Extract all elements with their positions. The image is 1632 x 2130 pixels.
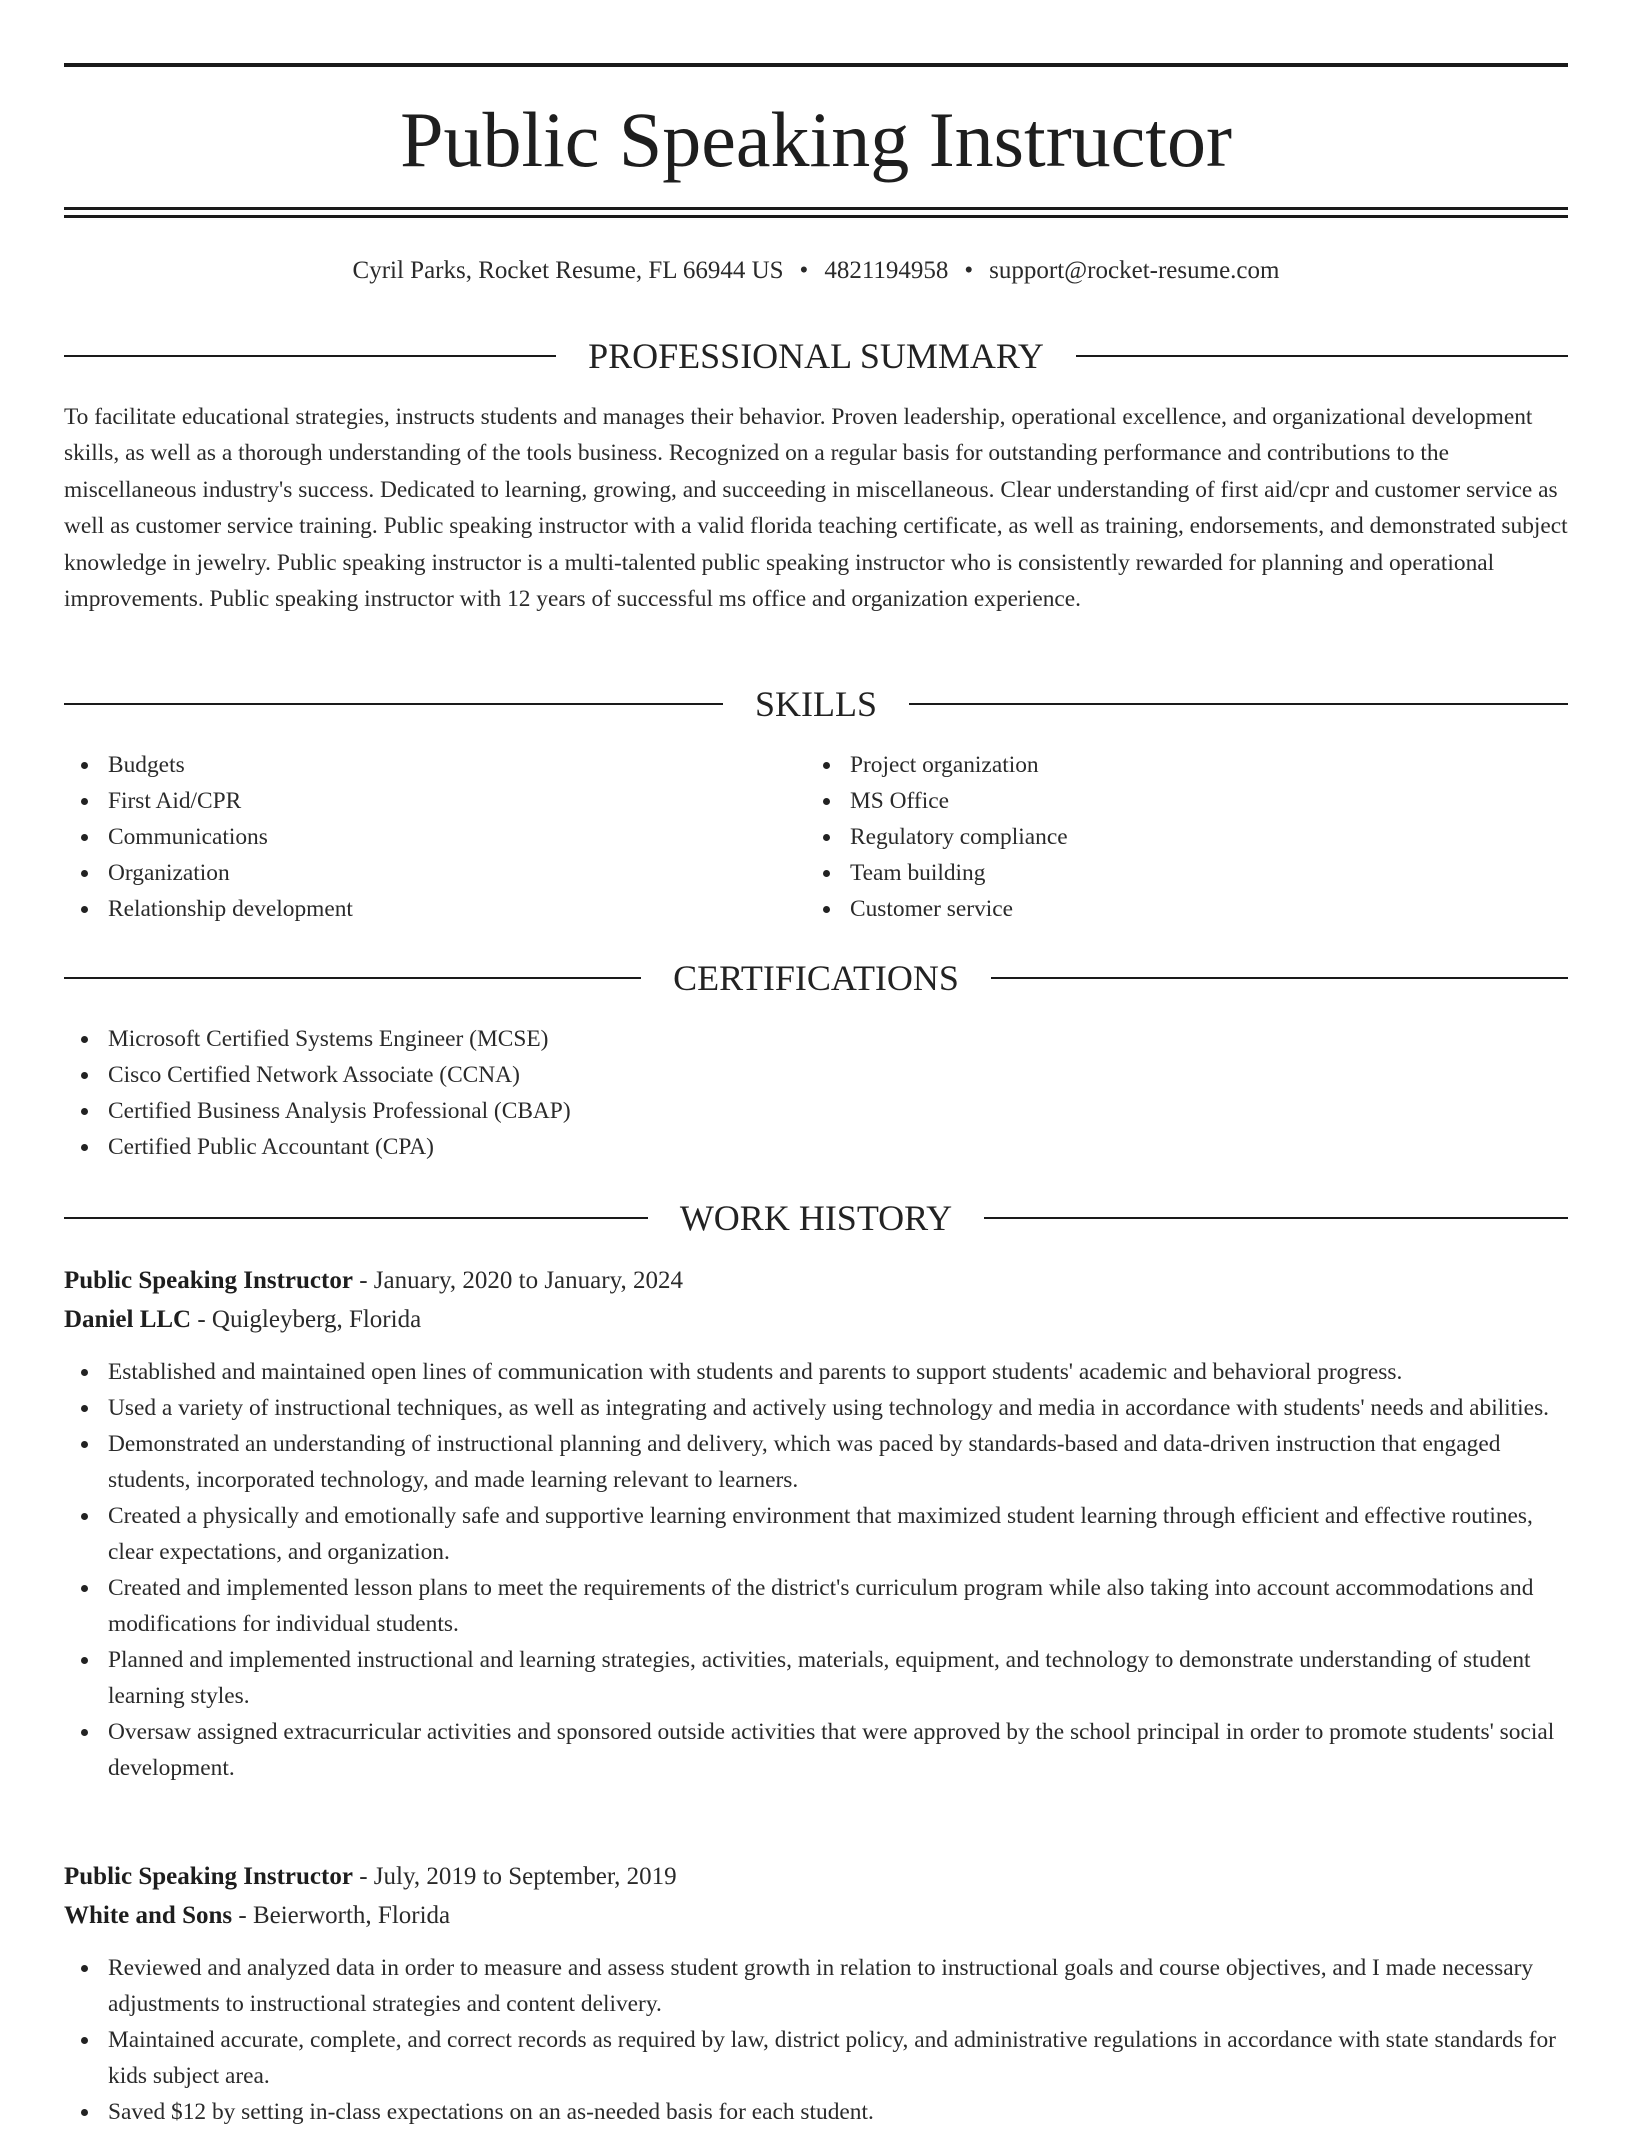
section-rule — [909, 703, 1568, 705]
job-dates: - July, 2019 to September, 2019 — [352, 1863, 677, 1890]
job-title: Public Speaking Instructor — [64, 1267, 353, 1294]
job-company: Daniel LLC — [64, 1306, 192, 1333]
job-location: - Beierworth, Florida — [232, 1902, 451, 1929]
section-rule — [64, 355, 556, 357]
title-rule-upper — [64, 207, 1568, 210]
list-item: Created a physically and emotionally safe and supportive learning environment that maximized student learning through efficient and effective routines, clear expectations, and organization. — [64, 1498, 1568, 1570]
list-item: Oversaw assigned extracurricular activities and sponsored outside activities that were approved by the school principal in order to promote students' social development. — [64, 1714, 1568, 1786]
list-item: Regulatory compliance — [806, 819, 1506, 855]
section-rule — [64, 977, 641, 979]
job-org-line — [64, 1300, 1568, 1339]
list-item: Cisco Certified Network Associate (CCNA) — [64, 1057, 1568, 1093]
list-item: First Aid/CPR — [64, 783, 764, 819]
job-dates: - January, 2020 to January, 2024 — [352, 1267, 683, 1294]
list-item: Certified Public Accountant (CPA) — [64, 1129, 1568, 1165]
list-item: Established and maintained open lines of communication with students and parents to support students' academic and behavioral progress. — [64, 1354, 1568, 1390]
list-item: MS Office — [806, 783, 1506, 819]
section-rule — [984, 1217, 1568, 1219]
job-location: - Quigleyberg, Florida — [191, 1306, 422, 1333]
title-rule-lower — [64, 215, 1568, 218]
section-header-certifications — [64, 956, 1568, 1000]
list-item: Project organization — [806, 747, 1506, 783]
list-item: Team building — [806, 855, 1506, 891]
section-header-work-history — [64, 1196, 1568, 1240]
job-title: Public Speaking Instructor — [64, 1863, 353, 1890]
job-org-line — [64, 1896, 1568, 1935]
section-title-certifications: CERTIFICATIONS — [673, 958, 959, 998]
list-item: Reviewed and analyzed data in order to measure and assess student growth in relation to instructional goals and course objectives, and I made necessary adjustments to instructional strategies and content delivery. — [64, 1950, 1568, 2022]
contact-address: Cyril Parks, Rocket Resume, FL 66944 US — [352, 257, 784, 284]
job-role-line — [64, 1857, 1568, 1896]
professional-summary-text: To facilitate educational strategies, instructs students and manages their behavior. Proven leadership, operational excellence, and organizational development skills, as well as a thorough understanding of the tools business. Recognized on a regular basis for outstanding performance and contributions to the miscellaneous industry's success. Dedicated to learning, growing, and succeeding in miscellaneous. Clear understanding of first aid/cpr and customer service as well as customer service training. Public speaking instructor with a valid florida teaching certificate, as well as training, endorsements, and demonstrated subject knowledge in jewelry. Public speaking instructor is a multi-talented public speaking instructor who is consistently rewarded for planning and operational improvements. Public speaking instructor with 12 years of successful ms office and organization experience. — [64, 404, 1568, 613]
certifications-list — [64, 1021, 1568, 1165]
list-item: Saved $12 by setting in-class expectations on an as-needed basis for each student. — [64, 2094, 1568, 2130]
job-company: White and Sons — [64, 1902, 233, 1929]
list-item: Demonstrated an understanding of instructional planning and delivery, which was paced by standards-based and data-driven instruction that engaged students, incorporated technology, and made learning relevant to learners. — [64, 1426, 1568, 1498]
contact-separator: • — [799, 257, 809, 284]
list-item: Relationship development — [64, 891, 764, 927]
resume-title: Public Speaking Instructor — [400, 96, 1232, 183]
section-header-skills — [64, 682, 1568, 726]
list-item: Maintained accurate, complete, and correct records as required by law, district policy, and administrative regulations in accordance with state standards for kids subject area. — [64, 2022, 1568, 2094]
top-rule — [64, 63, 1568, 67]
skills-list-right — [806, 747, 1506, 927]
contact-phone: 4821194958 — [824, 257, 949, 284]
job-duties-list — [64, 1354, 1568, 1786]
contact-separator: • — [964, 257, 974, 284]
list-item: Certified Business Analysis Professional (CBAP) — [64, 1093, 1568, 1129]
list-item: Created and implemented lesson plans to meet the requirements of the district's curriculum program while also taking into account accommodations and modifications for individual students. — [64, 1570, 1568, 1642]
section-rule — [64, 703, 723, 705]
section-title-summary: PROFESSIONAL SUMMARY — [588, 336, 1044, 376]
list-item: Planned and implemented instructional and learning strategies, activities, materials, equipment, and technology to demonstrate understanding of student learning styles. — [64, 1642, 1568, 1714]
list-item: Communications — [64, 819, 764, 855]
section-rule — [991, 977, 1568, 979]
job-entry — [64, 1261, 1568, 1786]
contact-line — [64, 253, 1568, 289]
list-item: Microsoft Certified Systems Engineer (MCSE) — [64, 1021, 1568, 1057]
section-rule — [64, 1217, 648, 1219]
list-item: Customer service — [806, 891, 1506, 927]
job-role-line — [64, 1261, 1568, 1300]
list-item: Budgets — [64, 747, 764, 783]
section-title-skills: SKILLS — [755, 684, 878, 724]
list-item: Used a variety of instructional techniques, as well as integrating and actively using technology and media in accordance with students' needs and abilities. — [64, 1390, 1568, 1426]
list-item: Organization — [64, 855, 764, 891]
contact-email: support@rocket-resume.com — [989, 257, 1280, 284]
section-header-summary — [64, 334, 1568, 378]
skills-list-left — [64, 747, 764, 927]
job-duties-list — [64, 1950, 1568, 2130]
section-title-work-history: WORK HISTORY — [679, 1198, 953, 1238]
job-entry — [64, 1857, 1568, 2130]
section-rule — [1076, 355, 1568, 357]
